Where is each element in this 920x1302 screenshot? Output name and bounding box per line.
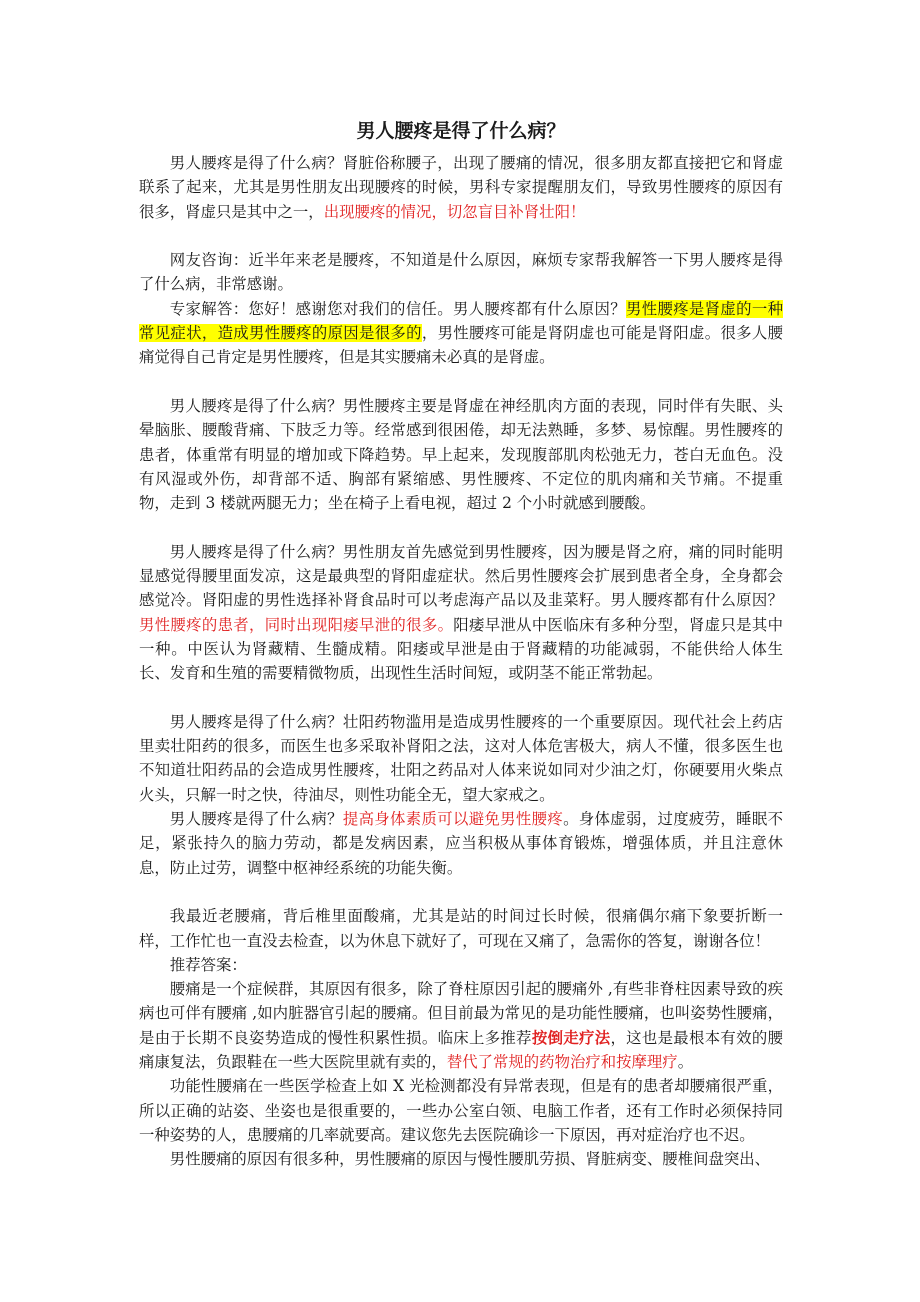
recommend-post: 。 [677,1052,694,1071]
recommend-red: 替代了常规的药物治疗和按摩理疗 [446,1052,678,1071]
prevention-red: 提高身体素质可以避免男性腰疼 [342,810,564,829]
recommend-pre: 腰痛是一个症候群，其原因有很多，除了脊柱原因引起的腰痛外 ,有些非脊柱因素导致的疾病也可伴有腰痛 ,如内脏器官引起的腰痛。但目前最为常见的是功能性腰痛，也叫姿势性腰痛，是由于长期不良姿势造成的慢性积累性损。临床上多推荐 [139,980,783,1047]
paragraph-gap [139,224,783,248]
paragraph-causes: 男性腰痛的原因有很多种，男性腰痛的原因与慢性腰肌劳损、肾脏病变、腰椎间盘突出、 [169,1150,771,1169]
prevention-post: 。身体虚弱，过度疲劳，睡眠不足，紧张持久的脑力劳动，都是发病因素，应当积极从事体育锻炼，增强体质，并且注意休息，防止过劳，调整中枢神经系统的功能失衡。 [139,810,783,877]
intro-warning-red: 出现腰疼的情况，切忽盲目补肾壮阳！ [323,202,586,221]
recommend-method-redbold: 按倒走疗法 [531,1028,611,1047]
paragraph-expert-answer [139,297,783,370]
kidney-yang-pre: 男人腰疼是得了什么病？男性朋友首先感觉到男性腰疼，因为腰是肾之府，痛的同时能明显感觉得腰里面发凉，这是最典型的肾阳虚症状。然后男性腰疼会扩展到患者全身，全身都会感觉冷。肾阳虚的男性选择补肾食品时可以考虑海产品以及韭菜籽。男人腰疼都有什么原因？ [139,542,783,610]
paragraph-gap [139,370,783,394]
document-title: 男人腰疼是得了什么病？ [356,120,566,142]
paragraph-prevention [139,807,783,880]
paragraph-recommended-label: 推荐答案： [169,955,247,974]
recommend-mid: ，这也是最根本有效的腰痛康复法，负跟鞋在一些大医院里就有卖的， [139,1028,783,1071]
answer-pre: 专家解答：您好！感谢您对我们的信任。男人腰疼都有什么原因？ [169,299,626,318]
intro-text: 男人腰疼是得了什么病？肾脏俗称腰子，出现了腰痛的情况，很多朋友都直接把它和肾虚联系了起来，尤其是男性朋友出现腰疼的时候，男科专家提醒朋友们，导致男性腰疼的原因有很多，肾虚只是其中之一， [139,154,783,221]
kidney-yang-red: 男性腰疼的患者，同时出现阳痿早泄的很多。 [139,615,454,634]
answer-post: ，男性腰疼可能是肾阴虚也可能是肾阳虚。很多人腰痛觉得自己肯定是男性腰疼，但是其实腰痛未必真的是肾虚。 [139,324,783,367]
prevention-pre: 男人腰疼是得了什么病？ [169,810,343,829]
paragraph-gap [139,686,783,710]
paragraph-intro [139,151,783,224]
paragraph-kidney-yang [139,540,783,686]
paragraph-functional-pain: 功能性腰痛在一些医学检查上如 X 光检测都没有异常表现，但是有的患者却腰痛很严重，所以正确的站姿、坐姿也是很重要的，一些办公室白领、电脑工作者，还有工作时必须保持同一种姿势的人，患腰痛的几率就要高。建议您先去医院确诊一下原因，再对症治疗也不迟。 [139,1077,783,1144]
paragraph-symptoms: 男人腰疼是得了什么病？男性腰疼主要是肾虚在神经肌肉方面的表现，同时伴有失眠、头晕脑胀、腰酸背痛、下肢乏力等。经常感到很困倦，却无法熟睡，多梦、易惊醒。男性腰疼的患者，体重常有明显的增加或下降趋势。早上起来，发现腹部肌肉松弛无力，苍白无血色。没有风湿或外伤，却背部不适、胸部有紧缩感、男性腰疼、不定位的肌肉痛和关节痛。不提重物，走到 3 楼就两腿无力；坐在椅子上看电视，超过 2 个小时就感到腰酸。 [139,396,783,513]
answer-highlight: 男性腰疼是肾虚的一种常见症状，造成男性腰疼的原因是很多的 [139,299,783,343]
paragraph-recommended-answer [139,977,783,1074]
paragraph-user-question: 我最近老腰痛，背后椎里面酸痛，尤其是站的时间过长时候，很痛偶尔痛下象要折断一样，工作忙也一直没去检查，以为休息下就好了，可现在又痛了，急需你的答复，谢谢各位！ [139,907,783,950]
document-page [139,118,783,1171]
paragraph-gap [139,515,783,539]
paragraph-question: 网友咨询：近半年来老是腰疼，不知道是什么原因，麻烦专家帮我解答一下男人腰疼是得了什么病，非常感谢。 [139,251,783,294]
kidney-yang-post: 阳痿早泄从中医临床有多种分型，肾虚只是其中一种。中医认为肾藏精、生髓成精。阳痿或早泄是由于肾藏精的功能减弱，不能供给人体生长、发育和生殖的需要精微物质，出现性生活时间短，或阴茎不能正常勃起。 [139,615,783,683]
paragraph-drug-abuse: 男人腰疼是得了什么病？壮阳药物滥用是造成男性腰疼的一个重要原因。现代社会上药店里卖壮阳药的很多，而医生也多采取补肾阳之法，这对人体危害极大，病人不懂，很多医生也不知道壮阳药品的会造成男性腰疼，壮阳之药品对人体来说如同对少油之灯，你硬要用火柴点火头，只解一时之快，待油尽，则性功能全无，望大家戒之。 [139,712,783,804]
paragraph-gap [139,880,783,904]
